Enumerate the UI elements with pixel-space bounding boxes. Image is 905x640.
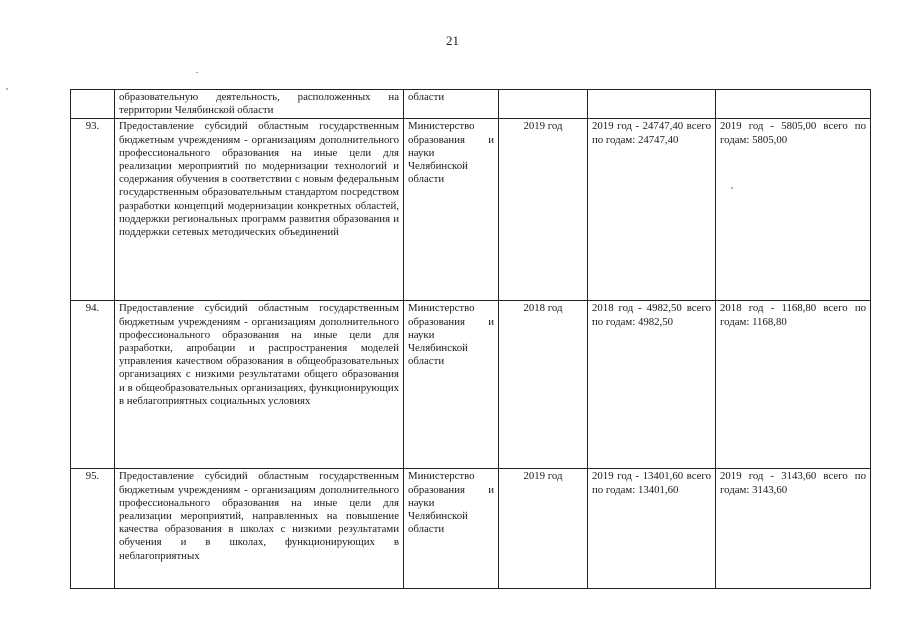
executor-cell: Министерство образования и науки Челябинской области bbox=[404, 119, 499, 301]
amount-cell: 2019 год - 3143,60 всего по годам: 3143,60 bbox=[716, 469, 871, 589]
description-cell: Предоставление субсидий областным государственным бюджетным учреждениям - организациям дополнительного профессионального образования на иные цели для реализации мероприятий по модернизации технологий и содержания обучения в соответствии с новым федеральным государственным образовательным стандартом посредством разработки концепций модернизации конкретных областей, поддержки региональных программ развития образования и поддержки сетевых методических объединений bbox=[115, 119, 404, 301]
year-cell: 2018 год bbox=[499, 301, 588, 469]
year-cell: 2019 год bbox=[499, 119, 588, 301]
amount-cell: 2019 год - 24747,40 всего по годам: 24747,40 bbox=[588, 119, 716, 301]
page-number: 21 bbox=[446, 33, 459, 48]
amount-cell: 2018 год - 1168,80 всего по годам: 1168,80 bbox=[716, 301, 871, 469]
table-row bbox=[71, 301, 871, 469]
description-cell: Предоставление субсидий областным государственным бюджетным учреждениям - организациям дополнительного профессионального образования на иные цели для реализации мероприятий, направленных на повышение качества образования в школах с низкими результатами обучения и в школах, функционирующих в неблагоприятных bbox=[115, 469, 404, 589]
row-number-cell: 93. bbox=[71, 119, 115, 301]
amount-cell: 2018 год - 4982,50 всего по годам: 4982,50 bbox=[588, 301, 716, 469]
executor-cell: области bbox=[404, 90, 499, 119]
table-row bbox=[71, 469, 871, 589]
amount-cell: 2019 год - 5805,00 всего по годам: 5805,00 bbox=[716, 119, 871, 301]
executor-cell: Министерство образования и науки Челябинской области bbox=[404, 469, 499, 589]
table-row-continuation bbox=[71, 90, 871, 119]
subsidy-table bbox=[70, 89, 871, 589]
row-number-cell bbox=[71, 90, 115, 119]
table-row bbox=[71, 119, 871, 301]
amount-cell: 2019 год - 13401,60 всего по годам: 13401,60 bbox=[588, 469, 716, 589]
scan-speck bbox=[6, 88, 8, 90]
executor-cell: Министерство образования и науки Челябинской области bbox=[404, 301, 499, 469]
year-cell bbox=[499, 90, 588, 119]
row-number-cell: 95. bbox=[71, 469, 115, 589]
scan-speck bbox=[196, 72, 198, 73]
description-cell: образовательную деятельность, расположенных на территории Челябинской области bbox=[115, 90, 404, 119]
amount-cell bbox=[588, 90, 716, 119]
year-cell: 2019 год bbox=[499, 469, 588, 589]
amount-cell bbox=[716, 90, 871, 119]
row-number-cell: 94. bbox=[71, 301, 115, 469]
description-cell: Предоставление субсидий областным государственным бюджетным учреждениям - организациям дополнительного профессионального образования на иные цели для разработки, апробации и распространения моделей управления качеством образования в общеобразовательных организациях с низкими результатами общего образования и в общеобразовательных организациях, функционирующих в неблагоприятных социальных условиях bbox=[115, 301, 404, 469]
